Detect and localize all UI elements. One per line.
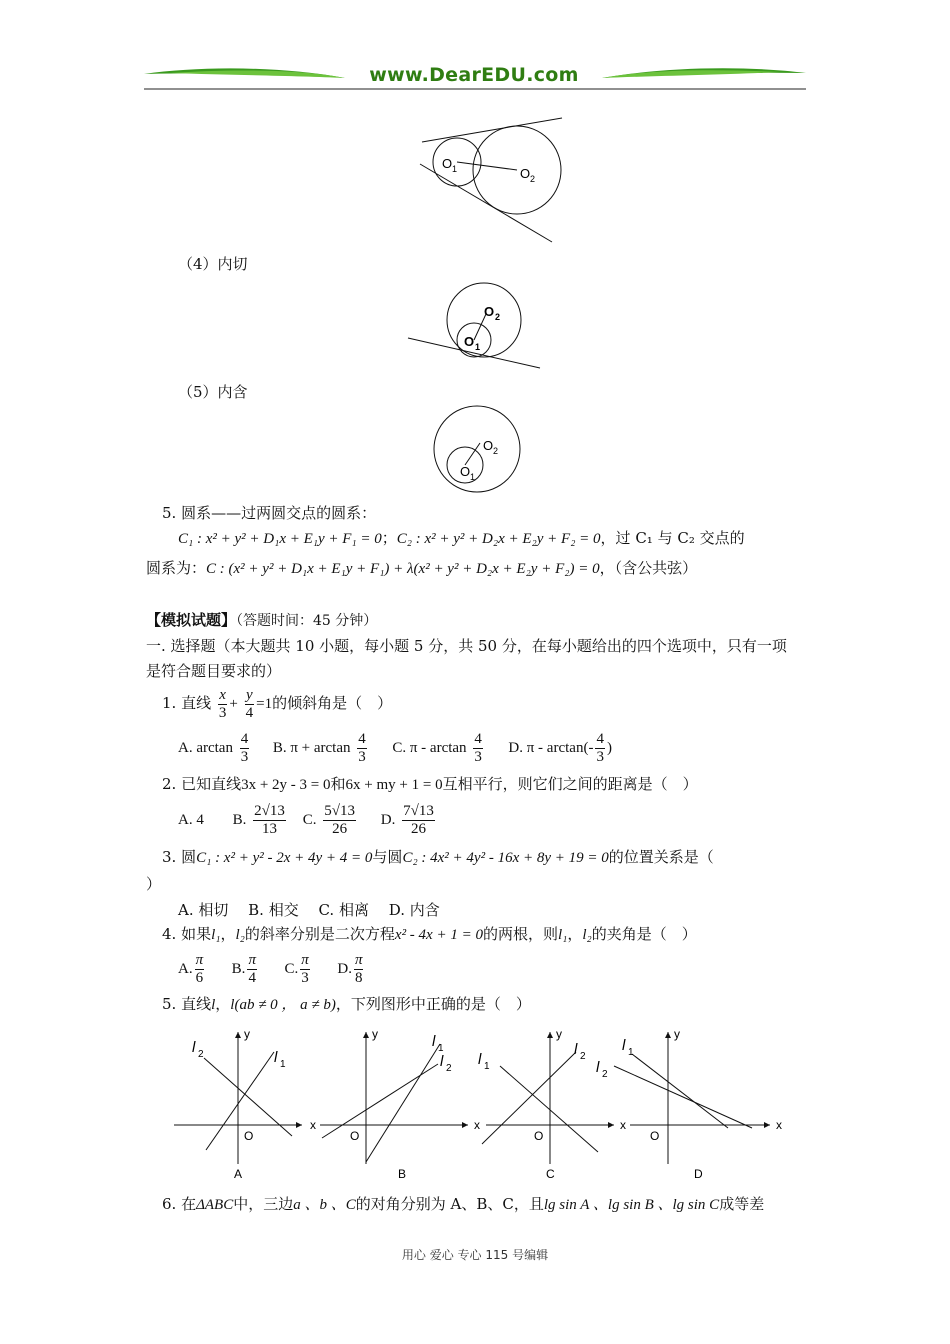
svg-text:1: 1 (470, 472, 476, 482)
label-o1: O (464, 334, 475, 349)
svg-text:1: 1 (452, 164, 458, 174)
option-4b: $\frac{\pi}{4}$ (248, 951, 256, 986)
svg-text:l: l (574, 1041, 578, 1058)
mock-test-heading (146, 610, 377, 631)
caption-internal-tangent: （4）内切 (178, 255, 248, 273)
svg-text:y: y (244, 1027, 250, 1041)
question-3-wrap: ） (146, 875, 162, 893)
label-o2: O (520, 166, 531, 181)
svg-text:2: 2 (602, 1069, 608, 1080)
graph-d-label: D (694, 1167, 703, 1181)
option-2c: $\frac{5√13}{26}$ (324, 802, 355, 837)
line-l1 (632, 1054, 728, 1128)
question-4-options: A. $\frac{\pi}{6}$ B. $\frac{\pi}{4}$ C. $\frac{\pi}{3}$ D. $\frac{\pi}{8}$ (178, 951, 363, 986)
svg-text:2: 2 (530, 174, 536, 184)
svg-text:l: l (432, 1033, 436, 1050)
graph-b-label: B (398, 1167, 407, 1181)
figure-internal-tangent (404, 280, 546, 372)
svg-text:2: 2 (580, 1051, 586, 1062)
svg-text:l: l (478, 1051, 482, 1068)
question-1-options: A. arctan $\frac{4}{3}$ B. π + arctan $\frac{4}{3}$ C. π - arctan $\frac{4}{3}$ D. π - arctan(- $\frac{4}{3}$ ) (178, 730, 612, 765)
site-url: www.DearEDU.com (369, 64, 579, 86)
option-1b: B. π + arctan (272, 740, 351, 756)
center-segment (465, 443, 480, 465)
line-l2 (482, 1052, 576, 1144)
svg-text:2: 2 (198, 1049, 204, 1060)
svg-text:y: y (674, 1027, 680, 1041)
svg-text:2: 2 (493, 446, 499, 456)
question-2: 2. 已知直线3x + 2y - 3 = 0和6x + my + 1 = 0互相平行，则它们之间的距离是（ ） (162, 775, 698, 793)
svg-text:1: 1 (438, 1043, 444, 1054)
svg-text:x: x (620, 1118, 626, 1132)
svg-text:O: O (244, 1129, 254, 1143)
svg-text:1: 1 (484, 1061, 490, 1072)
option-2b: $\frac{2√13}{13}$ (254, 802, 285, 837)
svg-text:x: x (474, 1118, 480, 1132)
tangent-upper (422, 118, 562, 142)
section-5-line2: 圆系为：C : (x² + y² + D₁x + E₁y + F₁) + λ(x² + y² + D₂x + E₂y + F₂) = 0，（含公共弦） (146, 559, 698, 577)
section-5-line1: C₁ : x² + y² + D₁x + E₁y + F₁ = 0；C₂ : x² + y² + D₂x + E₂y + F₂ = 0，过 C₁ 与 C₂ 交点的 (178, 529, 745, 547)
svg-text:l: l (192, 1039, 196, 1056)
svg-text:O: O (534, 1129, 544, 1143)
svg-text:2: 2 (446, 1063, 452, 1074)
svg-text:O: O (650, 1129, 660, 1143)
question-3: 3. 圆C₁ : x² + y² - 2x + 4y + 4 = 0与圆C₂ : 4x² + 4y² - 16x + 8y + 19 = 0的位置关系是（ (162, 848, 714, 866)
line-l2 (204, 1058, 292, 1136)
circle-c2-equation: C₂ : x² + y² + D₂x + E₂y + F₂ = 0 (396, 531, 601, 547)
svg-text:y: y (556, 1027, 562, 1041)
svg-text:l: l (274, 1049, 278, 1066)
fraction-x-over-3: $\frac{x}{3}$ (218, 686, 227, 721)
svg-text:l: l (622, 1037, 626, 1054)
svg-text:2: 2 (495, 312, 501, 322)
option-4d: $\frac{\pi}{8}$ (354, 951, 363, 986)
svg-text:x: x (776, 1118, 782, 1132)
mock-test-title: 【模拟试题】 (146, 611, 237, 629)
section-5-title: 5. 圆系——过两圆交点的圆系： (162, 504, 377, 522)
line-l2 (614, 1066, 752, 1128)
instructions-line1: 一. 选择题（本大题共 10 小题，每小题 5 分，共 50 分，在每小题给出的四个选项中，只有一项 (146, 637, 787, 655)
center-segment (457, 162, 517, 170)
instructions-line2: 是符合题目要求的） (146, 662, 282, 680)
svg-text:1: 1 (475, 342, 481, 352)
question-2-options: A. 4 B. $\frac{2√13}{13}$ C. $\frac{5√13}{26}$ D. $\frac{7√13}{26}$ (178, 802, 434, 837)
option-4c: $\frac{\pi}{3}$ (301, 951, 309, 986)
graph-c (478, 1027, 626, 1181)
svg-text:l: l (596, 1059, 600, 1076)
svg-text:1: 1 (628, 1047, 634, 1058)
graph-d (596, 1027, 782, 1181)
circle-c1-equation: C₁ : x² + y² + D₁x + E₁y + F₁ = 0 (178, 531, 382, 547)
svg-text:l: l (440, 1053, 444, 1070)
question-6: 6. 在ΔABC中，三边a 、b 、C的对角分别为 A、B、C，且lg sin A 、lg sin B 、lg sin C成等差 (162, 1195, 765, 1213)
label-o2: O (483, 438, 494, 453)
circle-o2 (434, 406, 520, 492)
question-5: 5. 直线l，l(ab ≠ 0 ， a ≠ b)，下列图形中正确的是（ ） (162, 995, 531, 1013)
label-o1: O (460, 464, 471, 479)
svg-text:y: y (372, 1027, 378, 1041)
label-o1: O (442, 156, 453, 171)
question-3-options: A. 相切 B. 相交 C. 相离 D. 内含 (178, 901, 440, 919)
fraction-y-over-4: $\frac{y}{4}$ (245, 686, 254, 721)
figure-external-circles (410, 112, 570, 248)
option-2a: A. 4 (178, 812, 204, 828)
line-l1 (206, 1052, 274, 1150)
graph-c-label: C (546, 1167, 555, 1181)
footer-note: 用心 爱心 专心 115 号编辑 (401, 1248, 549, 1262)
figure-contained-circles (430, 404, 524, 496)
option-1a: A. arctan (178, 740, 233, 756)
option-1d: D. π - arctan(- (508, 740, 594, 756)
circle-system-equation: C : (x² + y² + D₁x + E₁y + F₁) + λ(x² + y² + D₂x + E₂y + F₂) = 0 (206, 561, 600, 577)
option-4a: $\frac{\pi}{6}$ (195, 951, 204, 986)
graph-a (174, 1027, 316, 1181)
label-o2: O (484, 304, 495, 319)
option-1c: C. π - arctan (392, 740, 467, 756)
graph-b (320, 1027, 480, 1181)
question-1: 1. 直线 $\frac{x}{3}$ + $\frac{y}{4}$ =1的倾斜角是（ ） (162, 686, 393, 721)
question-5-graphs (170, 1024, 780, 1184)
svg-text:1: 1 (280, 1059, 286, 1070)
graph-a-label: A (234, 1167, 243, 1181)
svg-text:O: O (350, 1129, 360, 1143)
caption-contained: （5）内含 (178, 383, 248, 401)
option-2d: $\frac{7√13}{26}$ (403, 802, 434, 837)
question-4: 4. 如果l₁，l₂的斜率分别是二次方程x² - 4x + 1 = 0的两根，则l₁，l₂的夹角是（ ） (162, 925, 697, 943)
svg-text:x: x (310, 1118, 316, 1132)
mock-test-time: （答题时间：45 分钟） (236, 613, 378, 629)
